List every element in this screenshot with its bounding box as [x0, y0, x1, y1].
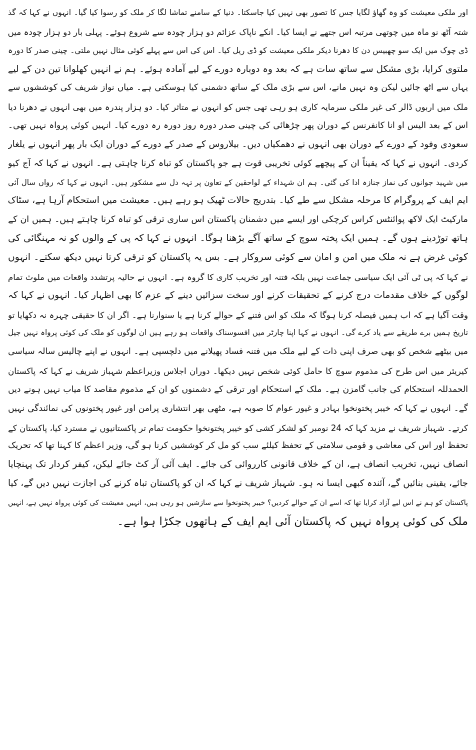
article-line: وقت آگیا ہے کہ اب ہمیں فیصلہ کرنا ہوگا کہ ملک کو اس فتنے کے حوالے کرنا ہے یا سنوارنا ہے۔ اگر ان کا حقیقی چہرہ نہ دکھایا تو: [8, 309, 468, 320]
article-line: ملتوی کرایا، بڑی مشکل سے ساتھ سات ہے کہ بعد وہ دوبارہ دورے کے لیے آمادہ ہوئے۔ ہم نے انہیں کھلوانا تین دن کے لیے: [8, 63, 468, 75]
article-line: مارکیٹ ایک لاکھ پوائنٹس کراس کرچکی اور ایسے میں دشمنان پاکستان اس ساری ترقی کو تباہ کرنا چاہتے ہیں۔ ہمیں ان کے: [8, 215, 468, 226]
article-line: یہاں سے اٹھ جائیں لیکن وہ نہیں مانے، اس سے بڑی ملک کے ساتھ دشمنی کیا ہوسکتی ہے۔ میاں نواز شریف کی کوششوں سے: [8, 83, 468, 94]
article-line: الحمدللہ استحکام کی جانب گامزن ہے۔ ملک کے استحکام اور ترقی کے دشمنوں کو ان کے مذموم مقاصد کا میاب نہیں ہونے دیں: [8, 384, 468, 395]
article-body: [8, 4, 468, 532]
article-line: کیریئر میں اس طرح کی مذموم سوچ کا حامل کوئی شخص نہیں دیکھا۔ دوران اجلاس وزیراعظم شہباز شریف نے کہا کہ پاکستان: [8, 366, 468, 377]
article-line: لوگوں کے خلاف مقدمات درج کرنے کے تحقیقات کرنے اور سخت سزائیں دینے کے عزم کا بھی اظہار کیا۔ انہوں نے کہا کہ: [8, 289, 468, 301]
article-line: اس کے بعد الیس او انا کانفرنس کے دوران پھر چڑھائی کی چینی صدر دورہ روز دورہ رہ دورے کیا۔ انہیں کوئی پرواہ نہیں تھی۔: [8, 121, 468, 132]
article-line: ایم ایف کے پروگرام کا مرحلہ مشکل سے طے کیا۔ بتدریج حالات ٹھیک ہو رہے ہیں۔ معیشت میں استحکام آرہا ہے، سٹاک: [8, 195, 468, 207]
article-line: میں شہید جوانوں کی نماز جنازہ ادا کی گئی۔ ہم ان شہداء کے لواحقین کے تعاون پر تہہ دل سے مشکور ہیں۔ انہوں نے کہا کہ رواں سال آئی: [8, 177, 468, 187]
article-line: ہاتھ توڑدینے ہوں گے۔ ہمیں ایک پختہ سوچ کے ساتھ آگے بڑھنا ہوگا۔ انہوں نے کہا کہ پی کے والوں کو نہ مہنگائی کی: [8, 233, 468, 245]
article-line: ملک کی کوئی پرواہ نہیں کہ پاکستان آئی ایم ایف کے ہاتھوں جکڑا ہوا ہے۔: [117, 514, 468, 528]
article-line: جائے، یقینی بنائیں گے، آئندہ کبھی ایسا نہ ہو۔ شہباز شریف نے کہا کہ ان کو پاکستان تباہ کرنے کی اجازت نہیں دیں گے، کیا: [8, 479, 468, 490]
article-line: ڈی چوک میں ایک سو چھبیس دن کا دھرنا دیکر ملکی معیشت کو ڈی ریل کیا۔ اس کی اس سے پہلے کوئی مثال نہیں ملتی۔ چینی صدر کا دورہ: [8, 45, 468, 55]
article-line: پاکستان کو ہم نے اس لیے آزاد کرایا تھا کہ اسے ان کے حوالے کردیں؟ خیبر پختونخوا سے سازشیں ہو رہی ہیں، انہیں معیشت کی کوئی پرواہ نہیں ہے، انہیں: [8, 498, 468, 507]
article-line: کردی۔ انہوں نے کہا کہ یقیناً ان کے پیچھے کوئی تخریبی قوت ہے جو پاکستان کو تباہ کرنا چاہتی ہے۔ انہوں نے کہا کہ آج کیو: [8, 158, 468, 169]
article-line: سعودی وفود کے دورے کے دوران بھی انہوں نے دھمکیاں دیں۔ بیلاروس کے صدر کے دورے کے دوران ایک بار پھر انہوں نے یلغار: [8, 139, 468, 150]
article-line: شتہ آٹھ نو ماہ میں چوتھی مرتبہ اس جتھے نے ایسا کیا۔ انکے ناپاک عزائم دو ہزار چودہ سے شروع ہوئے۔ پہلی بار دو ہزار چودہ میں: [8, 26, 468, 37]
article-line: اور ملکی معیشت کو وہ گھاؤ لگایا جس کا تصور بھی نہیں کیا جاسکتا۔ دنیا کے سامنے تماشا لگا کر ملک کو رسوا کیا گیا۔ انہوں نے کہا کہ گذ: [8, 8, 468, 17]
article-line: میں بیٹھے شخص کو بھی صرف اپنی ذات کے لیے ملک میں فتنہ فساد پھیلانے میں دلچسپی ہے۔ انہوں نے اپنے چالیس سالہ سیاسی: [8, 347, 468, 358]
article-line: ملک میں اربوں ڈالر کی غیر ملکی سرمایہ کاری ہو رہی تھی جس کو انہوں نے متاثر کیا۔ دو ہزار پندرہ میں بھی انہوں نے دھرنا دیا: [8, 102, 468, 113]
article-line: گے۔ انہوں نے کہا کہ خیبر پختونخوا بہادر و غیور عوام کا صوبہ ہے، مٹھی بھر انتشاری پرامن اور غیور پختونوں کی نمائندگی نہیں: [8, 403, 468, 414]
article-line: تاریخ ہمیں برے طریقے سے یاد کرے گی۔ انہوں نے کہا اپنا چارٹر میں افسوسناک واقعات ہو رہے ہیں ان لوگوں کو ملک کی کوئی پرواہ نہیں جیل: [8, 328, 468, 338]
article-line: انصاف نہیں، تخریب انصاف ہے، ان کے خلاف قانونی کارروائی کی جائے۔ ایف آئی آر کٹ جائے لیکن، کیفر کردار تک پہنچایا: [8, 460, 468, 471]
article-line: کرتے۔ شہباز شریف نے مزید کہا کہ 24 نومبر کو لشکر کشی کو خیبر پختونخوا حکومت تمام تر پاکستانیوں نے مسترد کیا، پاکستان کے: [8, 422, 468, 433]
article-line: تحفظ اور اس کی معاشی و قومی سلامتی کے تحفظ کیلئے سب کو مل کر کوششیں کرنا ہو گی، وزیر اعظم کا کہنا تھا کہ تحریک: [8, 441, 468, 452]
article-line: کوئی غرض ہے نہ ملک میں امن و امان سے کوئی سروکار ہے۔ بس یہ پاکستان کو ترقی کرتا نہیں دیکھ سکتے۔ انہوں: [8, 251, 468, 263]
article-line: نے کہا کہ پی ٹی آئی ایک سیاسی جماعت نہیں بلکہ فتنہ اور تخریب کاری کا گروہ ہے۔ انہوں نے حالیہ پرتشدد واقعات میں ملوث تمام: [8, 271, 468, 282]
